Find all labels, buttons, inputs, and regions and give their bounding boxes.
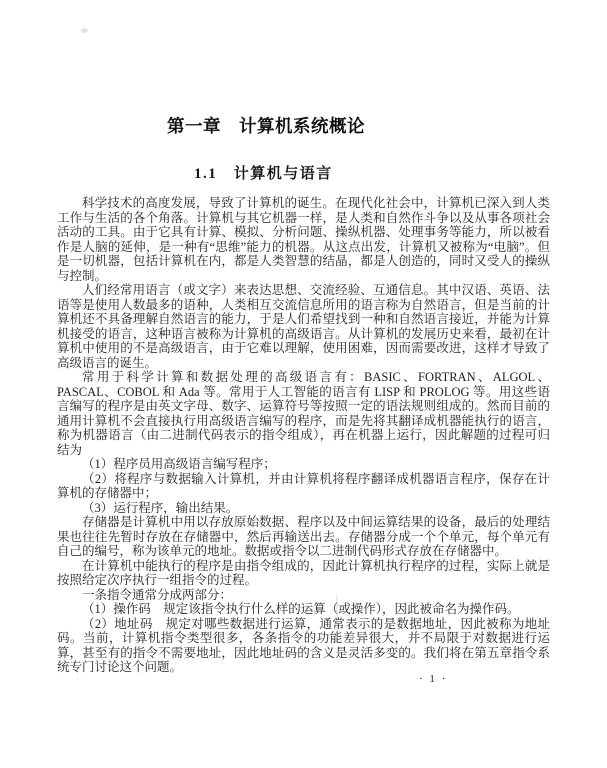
body-list-item: （3）运行程序，输出结果。 [82,500,239,515]
chapter-title: 第一章 计算机系统概论 [167,115,365,136]
body-list-item: （1）操作码 规定该指令执行什么样的运算（或操作），因此被命名为操作码。 [82,602,520,616]
page-number: · 1 · [419,673,448,685]
body-paragraph: 常用于科学计算和数据处理的高级语言有：BASIC、FORTRAN、ALGOL、PASCAL、COBOL 和 Ada 等。常用于人工智能的语言有 LISP 和 PROLOG 等。用这些语言编写的程序是由英文字母、数字、运算符号等按照一定的语法规则组成的。然而目前的通用计算机不会直接执行用高级语言编写的程序，而是先将其翻译成机器能执行的语言，称为机器语言（由二进制代码表示的指令组成），再在机器上运行，因此解题的过程可归结为 [57,370,550,457]
body-list-item: （2）将程序与数据输入计算机，并由计算机将程序翻译成机器语言程序，保存在计算机的存储器中； [57,471,550,500]
body-list-item: （1）程序员用高级语言编写程序； [82,457,276,471]
body-paragraph: 科学技术的高度发展，导致了计算机的诞生。在现代化社会中，计算机已深入到人类工作与生活的各个角落。计算机与其它机器一样，是人类和自然作斗争以及从事各项社会活动的工具。由于它具有计算、模拟、分析问题、操纵机器、处理事务等能力，所以被看作是人脑的延伸，是一种有“思维”能力的机器。从这点出发，计算机又被称为“电脑”。但是一切机器，包括计算机在内，都是人类智慧的结晶，都是人创造的，同时又受人的操纵与控制。 [57,196,550,283]
body-paragraph: 人们经常用语言（或文字）来表达思想、交流经验、互通信息。其中汉语、英语、法语等是使用人数最多的语种，人类相互交流信息所用的语言称为自然语言，但是当前的计算机还不具备理解自然语言的能力，于是人们希望找到一种和自然语言接近，并能为计算机接受的语言，这种语言被称为计算机的高级语言。从计算机的发展历史来看，最初在计算机中使用的不是高级语言，由于它难以理解，使用困难，因而需要改进，这样才导致了高级语言的诞生。 [57,283,550,370]
body-paragraph: 存储器是计算机中用以存放原始数据、程序以及中间运算结果的设备，最后的处理结果也往往先暂时存放在存储器中，然后再输送出去。存储器分成一个个单元，每个单元有自己的编号，称为该单元的地址。数据或指令以二进制代码形式存放在存储器中。 [57,515,550,558]
body-paragraph: 一条指令通常分成两部分： [82,587,233,602]
section-title: 1.1 计算机与语言 [194,166,333,183]
body-list-item: （2）地址码 规定对哪些数据进行运算，通常表示的是数据地址，因此被称为地址码。当前，计算机指令类型很多，各条指令的功能差异很大，并不局限于对数据进行运算，甚至有的指令不需要地址，因此地址码的含义是灵活多变的。我们将在第五章指令系统专门讨论这个问题。 [57,616,550,674]
body-paragraph: 在计算机中能执行的程序是由指令组成的，因此计算机执行程序的过程，实际上就是按照给定次序执行一组指令的过程。 [57,558,550,587]
body-text [57,196,550,675]
scan-smudge [81,28,88,33]
